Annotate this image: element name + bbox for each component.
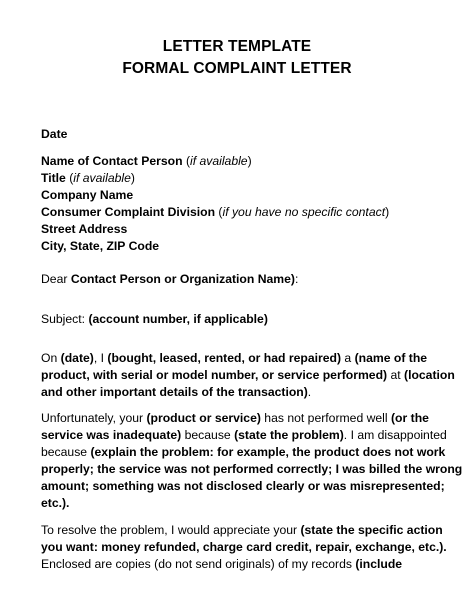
para2-line3 (41, 444, 446, 461)
para2-text: has not performed well (260, 411, 391, 425)
para1-transaction: (bought, leased, rented, or had repaired) (107, 351, 342, 365)
para2-problem: (state the problem) (234, 428, 344, 442)
para1-text: , I (93, 351, 108, 365)
contact-name-line: Name of Contact Person (if available) (41, 154, 252, 168)
salutation-prefix: Dear (41, 272, 71, 286)
para2-product: (product or service) (146, 411, 261, 425)
para3-action: (state the specific action (300, 523, 443, 537)
para2-text: because (181, 428, 235, 442)
contact-title-label: Title (41, 171, 66, 185)
para1-line3 (41, 384, 441, 401)
division-line: Consumer Complaint Division (if you have no specific contact) (41, 205, 390, 219)
para1-text: a (341, 351, 355, 365)
contact-title-line: Title (if available) (41, 171, 135, 185)
para1-line2 (41, 367, 455, 384)
para2-line6: etc.). (41, 496, 70, 510)
para3-line1 (41, 522, 441, 539)
para1-location: and other important details of the transaction) (41, 385, 308, 399)
para1-line1 (41, 350, 441, 367)
subject-value: (account number, if applicable) (88, 312, 268, 326)
para1-text: On (41, 351, 61, 365)
para3-text: Enclosed are copies (do not send originals) of my records (41, 557, 356, 571)
para3-line2: you want: money refunded, charge card credit, repair, exchange, etc.). (41, 540, 447, 554)
division-label: Consumer Complaint Division (41, 205, 216, 219)
company-name-line: Company Name (41, 188, 134, 202)
para1-text: . (307, 385, 312, 399)
para2-line1 (41, 410, 441, 427)
street-address-line: Street Address (41, 222, 128, 236)
city-state-zip-line: City, State, ZIP Code (41, 239, 160, 253)
document-subtitle: FORMAL COMPLAINT LETTER (122, 60, 352, 77)
para1-product: (name of the (354, 351, 428, 365)
salutation-name: Contact Person or Organization Name) (70, 272, 295, 286)
para2-explain: (explain the problem: for example, the product does not work (90, 445, 446, 459)
date-line: Date (41, 127, 68, 141)
para1-location: (location (404, 368, 455, 382)
contact-title-note: if available (73, 171, 131, 185)
document-title: LETTER TEMPLATE (162, 38, 312, 55)
subject-prefix: Subject: (41, 312, 89, 326)
para2-text: because (41, 445, 91, 459)
para2-service: (or the (391, 411, 429, 425)
para2-line2 (41, 427, 447, 444)
para2-line4: properly; the service was not performed correctly; I was billed the wrong (41, 462, 463, 476)
para2-text: Unfortunately, your (41, 411, 147, 425)
para1-date: (date) (60, 351, 94, 365)
para1-text: at (387, 368, 405, 382)
para3-text: To resolve the problem, I would appreciate your (41, 523, 301, 537)
para3-include: (include (355, 557, 403, 571)
para3-line3 (41, 556, 441, 573)
subject-line (41, 311, 441, 328)
para2-text: . I am disappointed (343, 428, 447, 442)
para2-line5: amount; something was not disclosed clearly or was misrepresented; (41, 479, 445, 493)
contact-name-label: Name of Contact Person (41, 154, 183, 168)
contact-name-note: if available (190, 154, 248, 168)
para1-product: product, with serial or model number, or service performed) (41, 368, 388, 382)
salutation-line: Dear Contact Person or Organization Name): (41, 272, 299, 286)
division-note: if you have no specific contact (222, 205, 386, 219)
para2-service: service was inadequate) (41, 428, 182, 442)
